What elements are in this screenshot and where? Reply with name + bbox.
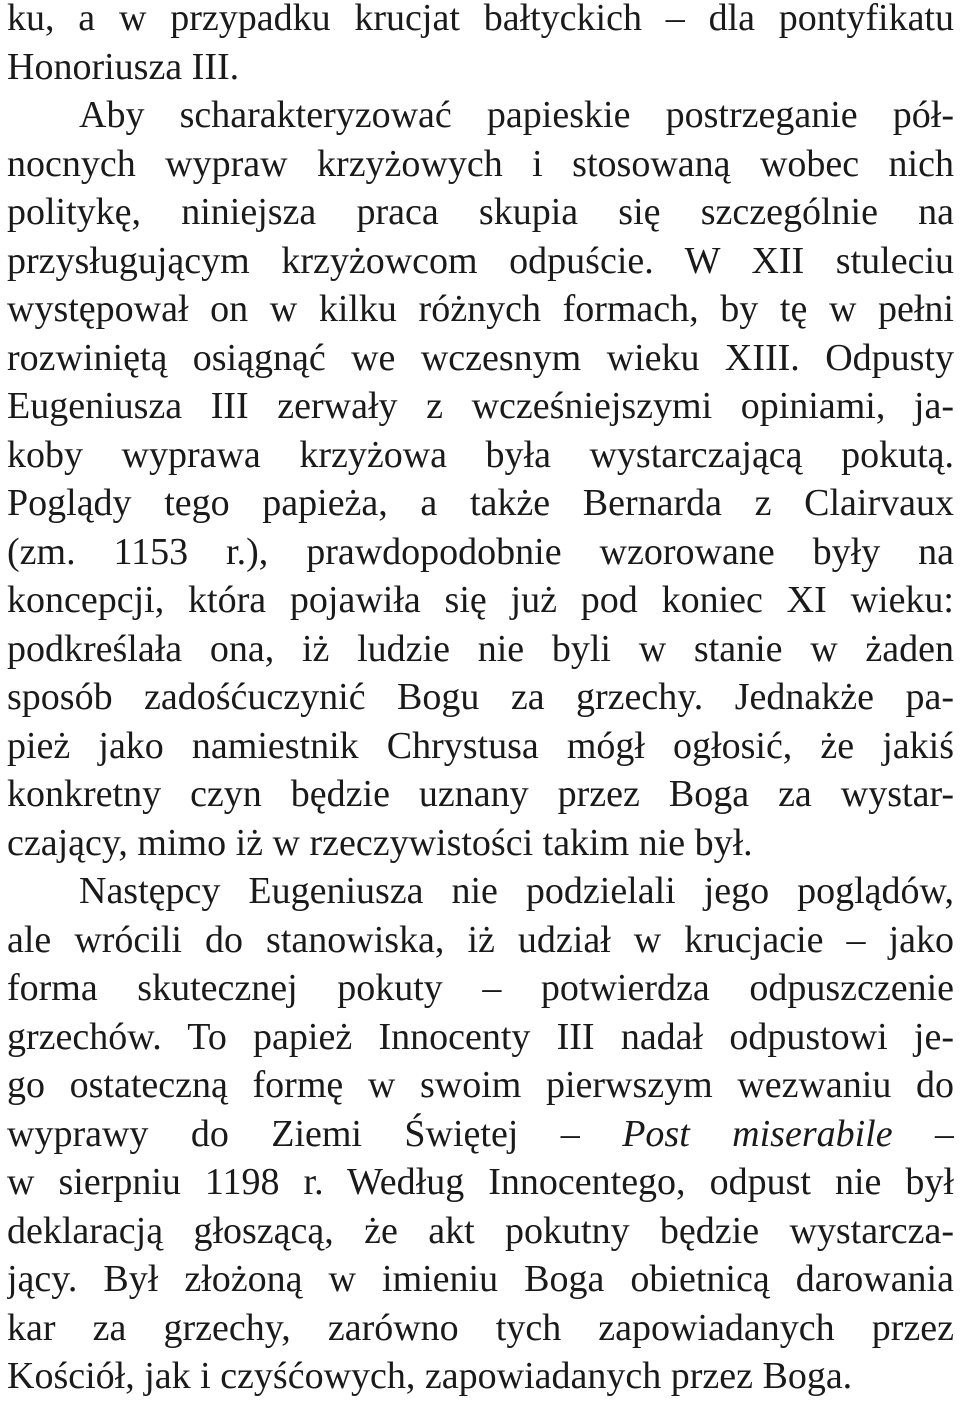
text-line: koncepcji, która pojawiła się już pod koniec XI wieku: (7, 579, 954, 621)
text-line: ale wrócili do stanowiska, iż udział w krucjacie – jako (7, 918, 954, 961)
text-line: go ostateczną formę w swoim pierwszym wezwaniu do (7, 1064, 954, 1106)
text-line-segment: wyprawy do Ziemi Świętej – (7, 1112, 623, 1155)
text-line-segment: – (892, 1112, 954, 1155)
paragraph-1 (7, 0, 954, 91)
text-line: podkreślała ona, iż ludzie nie byli w stanie w żaden (7, 627, 954, 670)
text-line: czający, mimo iż w rzeczywistości takim nie był. (7, 821, 753, 864)
text-line: nocnych wypraw krzyżowych i stosowaną wobec nich (7, 142, 954, 185)
text-line: w sierpniu 1198 r. Według Innocentego, odpust nie był (7, 1161, 954, 1203)
text-line: Eugeniusza III zerwały z wcześniejszymi opiniami, ja- (7, 385, 954, 427)
text-line: występował on w kilku różnych formach, by tę w pełni (7, 288, 954, 330)
text-line: ku, a w przypadku krucjat bałtyckich – dla pontyfikatu (7, 0, 954, 39)
text-line: pież jako namiestnik Chrystusa mógł ogłosić, że jakiś (7, 724, 954, 767)
italic-document-title: Post miserabile (622, 1112, 893, 1155)
text-line: Poglądy tego papieża, a także Bernarda z Clairvaux (7, 482, 954, 524)
text-line: koby wyprawa krzyżowa była wystarczającą pokutą. (7, 433, 954, 476)
text-line: grzechów. To papież Innocenty III nadał odpustowi je- (7, 1015, 954, 1058)
text-line-with-italic-title (7, 1110, 954, 1159)
text-line: Kościół, jak i czyśćowych, zapowiadanych przez Boga. (7, 1355, 853, 1397)
text-line: Aby scharakteryzować papieskie postrzeganie pół- (79, 94, 954, 136)
text-line: deklaracją głoszącą, że akt pokutny będzie wystarcza- (7, 1209, 954, 1252)
text-line: politykę, niniejsza praca skupia się szczególnie na (7, 191, 954, 233)
text-line: forma skutecznej pokuty – potwierdza odpuszczenie (7, 967, 954, 1009)
paragraph-2 (7, 91, 954, 867)
text-line: Następcy Eugeniusza nie podzielali jego poglądów, (79, 870, 954, 912)
text-line: Honoriusza III. (7, 45, 240, 88)
text-line: konkretny czyn będzie uznany przez Boga za wystar- (7, 773, 954, 815)
text-line: (zm. 1153 r.), prawdopodobnie wzorowane były na (7, 530, 954, 573)
text-line: rozwiniętą osiągnąć we wczesnym wieku XIII. Odpusty (7, 336, 954, 379)
text-line: przysługującym krzyżowcom odpuście. W XII stuleciu (7, 239, 954, 282)
text-line: sposób zadośćuczynić Bogu za grzechy. Jednakże pa- (7, 676, 954, 718)
paragraph-3 (7, 867, 954, 1401)
text-line: jący. Był złożoną w imieniu Boga obietnicą darowania (7, 1258, 954, 1300)
text-line: kar za grzechy, zarówno tych zapowiadanych przez (7, 1306, 954, 1349)
